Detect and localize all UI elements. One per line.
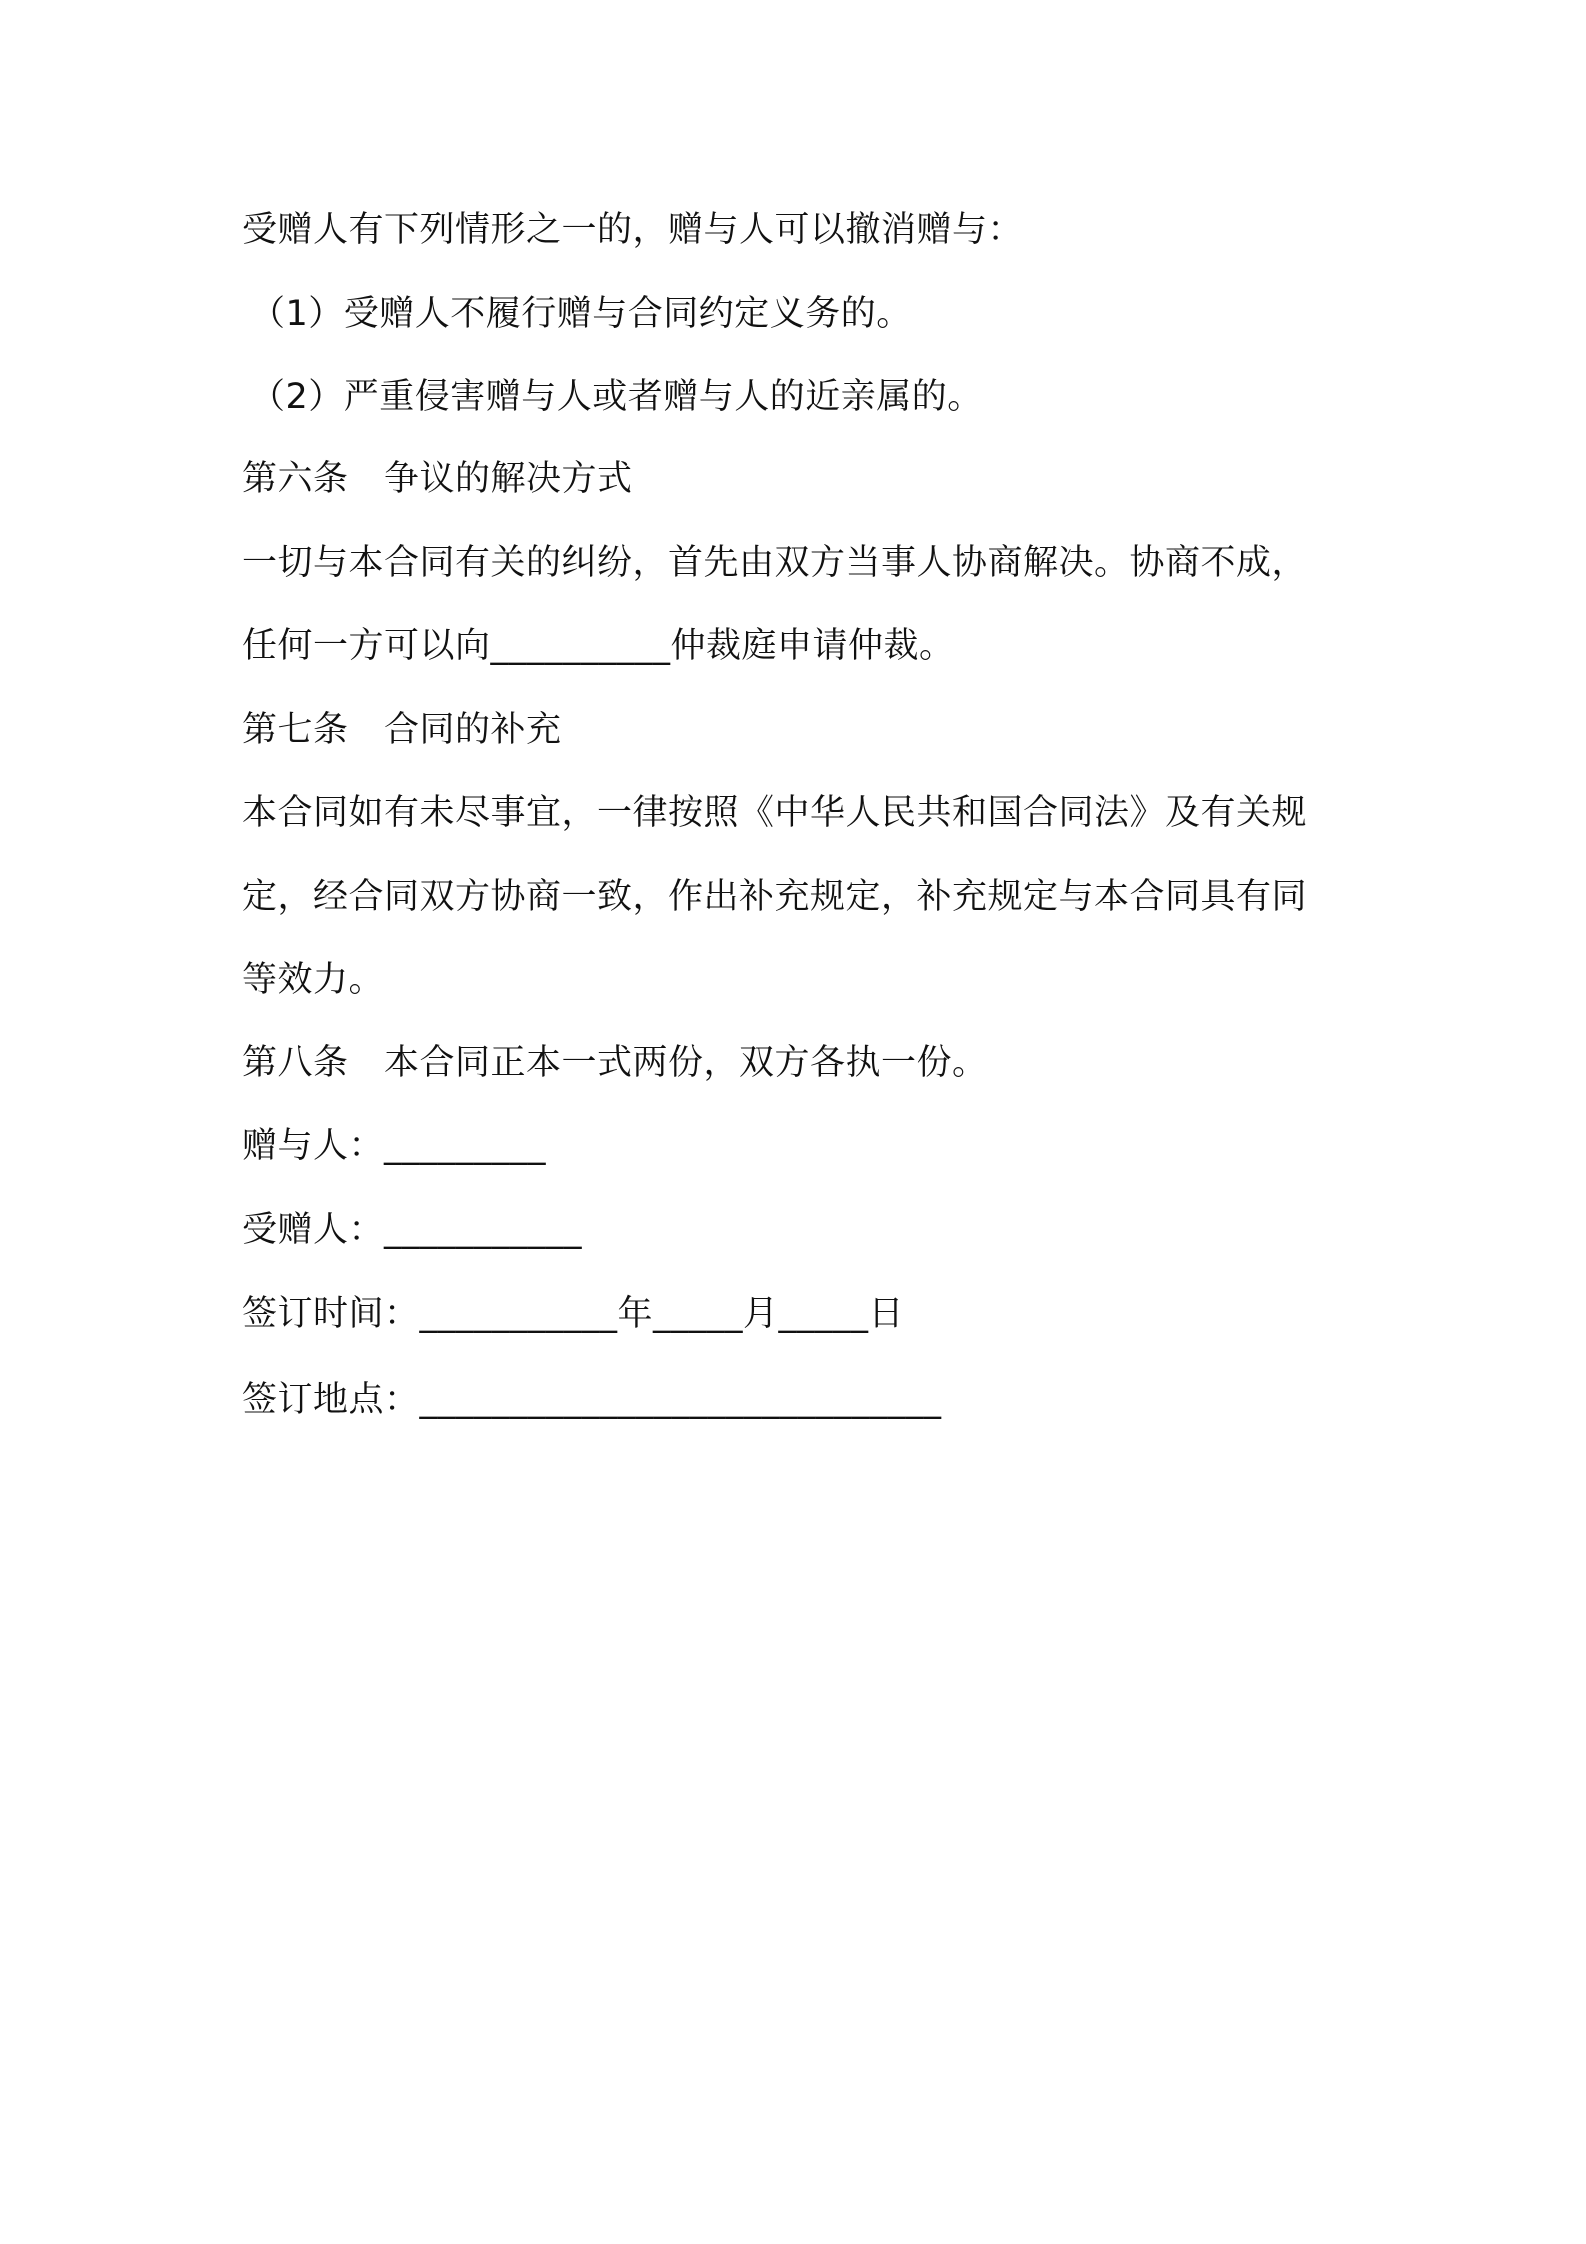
- donor-signature-field: 赠与人：_________: [242, 1126, 547, 1166]
- revocation-item-2: （2）严重侵害赠与人或者赠与人的近亲属的。: [250, 377, 983, 417]
- article-7-text-line-3: 等效力。: [242, 960, 385, 1000]
- article-6-heading: 第六条 争议的解决方式: [242, 459, 633, 499]
- revocation-intro: 受赠人有下列情形之一的，赠与人可以撤消赠与：: [242, 210, 1024, 250]
- article-7-text-line-2: 定，经合同双方协商一致，作出补充规定，补充规定与本合同具有同: [242, 877, 1308, 917]
- donee-signature-field: 受赠人：___________: [242, 1210, 583, 1250]
- revocation-item-1: （1）受赠人不履行赠与合同约定义务的。: [250, 294, 912, 334]
- article-6-text-line-1: 一切与本合同有关的纠纷，首先由双方当事人协商解决。协商不成，: [242, 543, 1308, 583]
- article-8-text: 第八条 本合同正本一式两份，双方各执一份。: [242, 1043, 988, 1083]
- signing-date-field: 签订时间：___________年_____月_____日: [242, 1294, 905, 1334]
- article-6-text-line-2: 任何一方可以向__________仲裁庭申请仲裁。: [242, 626, 955, 666]
- article-7-text-line-1: 本合同如有未尽事宜，一律按照《中华人民共和国合同法》及有关规: [242, 793, 1308, 833]
- signing-place-field: 签订地点：_____________________________: [242, 1380, 942, 1420]
- article-7-heading: 第七条 合同的补充: [242, 710, 562, 750]
